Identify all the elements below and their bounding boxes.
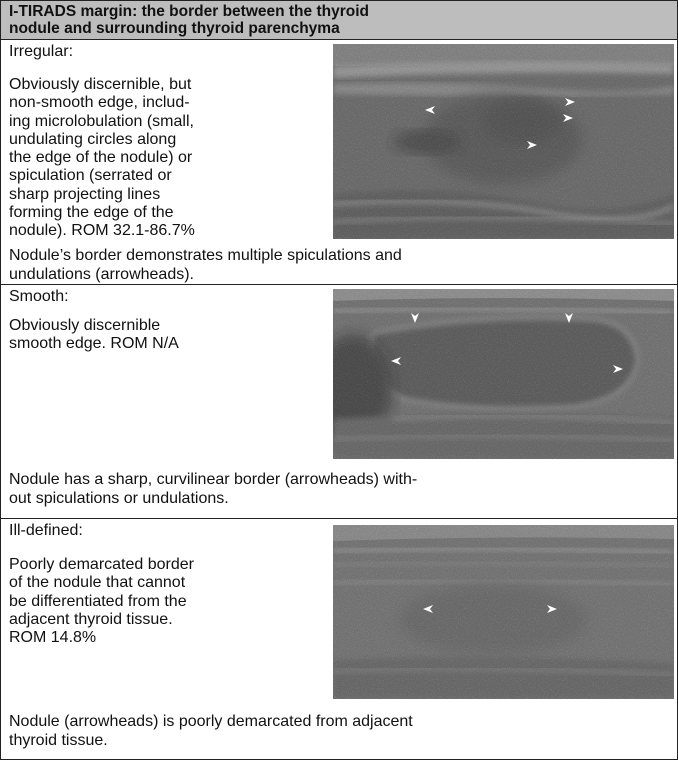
section-title: Irregular: (9, 43, 74, 60)
ultrasound-image-ill-defined (333, 525, 674, 699)
section-description: Poorly demarcated border of the nodule that cannot be differentiated from the adjacent thyroid tissue. ROM 14.8% (9, 556, 194, 647)
section-irregular (1, 40, 677, 285)
section-caption: Nodule has a sharp, curvilinear border (arrowheads) with- out spiculations or undulations. (9, 471, 418, 507)
section-ill-defined (1, 519, 677, 759)
page-title: I-TIRADS margin: the border between the thyroid nodule and surrounding thyroid parenchyma (9, 3, 369, 37)
section-caption: Nodule’s border demonstrates multiple spiculations and undulations (arrowheads). (9, 247, 402, 283)
section-title: Smooth: (9, 288, 69, 305)
section-description: Obviously discernible smooth edge. ROM N/A (9, 317, 179, 353)
ultrasound-image-irregular (333, 44, 674, 239)
section-smooth (1, 285, 677, 519)
section-description: Obviously discernible, but non-smooth edge, includ- ing microlobulation (small, undulating circles along the edge of the nodule) or spiculation (serrated or sharp projecting lines forming the edge of the nodule). ROM 32.1-86.7% (9, 76, 195, 240)
ultrasound-image-smooth (333, 289, 674, 459)
header (1, 1, 677, 40)
section-caption: Nodule (arrowheads) is poorly demarcated from adjacent thyroid tissue. (9, 713, 413, 749)
section-title: Ill-defined: (9, 522, 83, 539)
